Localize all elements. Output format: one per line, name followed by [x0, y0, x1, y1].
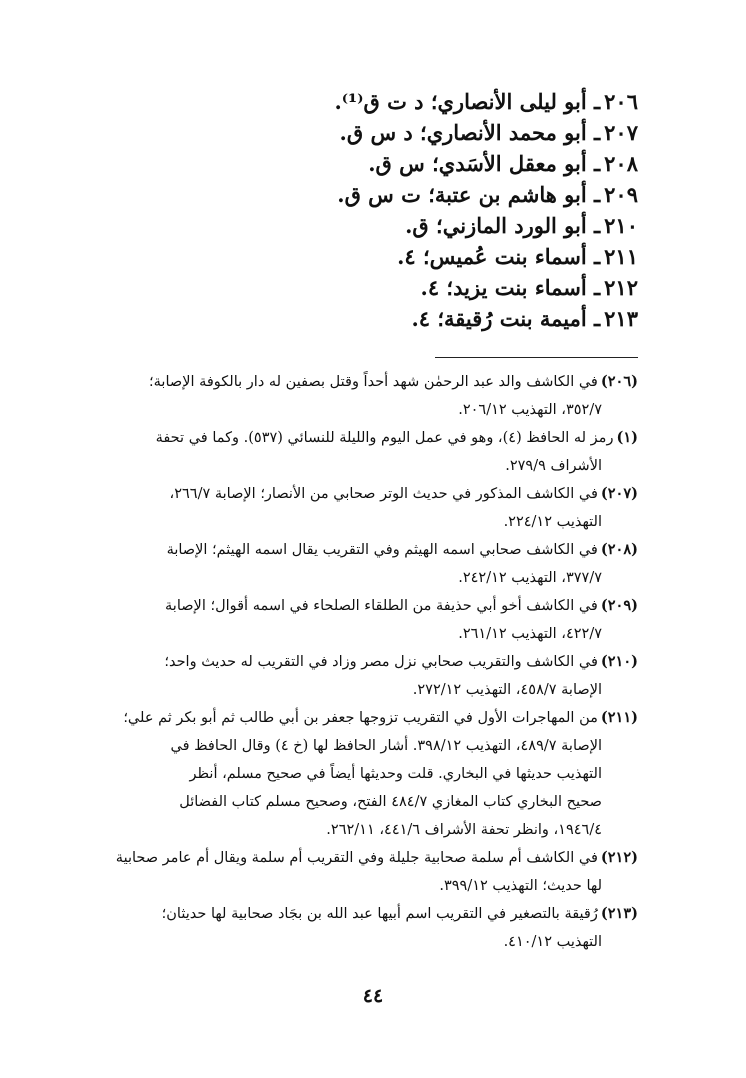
entry-text: ـ أبو ليلى الأنصاري؛ د ت ق⁽¹⁾.	[334, 89, 601, 114]
entry-text: ـ أسماء بنت عُميس؛ ٤.	[397, 244, 601, 269]
footnote-text: في الكاشف المذكور في حديث الوتر صحابي من الأنصار؛ الإصابة ٢٦٦/٧،	[169, 486, 598, 502]
footnote-ref: (٢١٢)	[600, 849, 638, 866]
footnote-212	[104, 844, 638, 900]
footnote-line: لها حديث؛ التهذيب ٣٩٩/١٢.	[439, 878, 602, 894]
footnote-text: رمز له الحافظ (٤)، وهو في عمل اليوم والليلة للنسائي (٥٣٧). وكما في تحفة	[155, 430, 614, 446]
entry-209	[118, 179, 638, 210]
entry-text: ـ أبو الورد المازني؛ ق.	[405, 213, 601, 238]
footnote-line: ١٩٤٦/٤، وانظر تحفة الأشراف ٤٤١/٦، ٢٦٢/١١.	[326, 822, 602, 838]
entry-text: ـ أسماء بنت يزيد؛ ٤.	[420, 275, 601, 300]
entry-208	[118, 148, 638, 179]
footnote-text: رُقيقة بالتصغير في التقريب اسم أبيها عبد الله بن بجَاد صحابية لها حديثان؛	[161, 906, 598, 922]
entry-213	[118, 303, 638, 334]
footnote-ref: (٢٠٨)	[600, 541, 638, 558]
footnote-206	[104, 368, 638, 424]
entry-number: ٢١٠	[604, 213, 638, 238]
footnote-211	[104, 704, 638, 844]
entry-211	[118, 241, 638, 272]
footnote-208	[104, 536, 638, 592]
footnote-line: التهذيب ٢٢٤/١٢.	[503, 514, 602, 530]
entry-text: ـ أميمة بنت رُقيقة؛ ٤.	[411, 306, 601, 331]
footnote-text: في الكاشف والد عبد الرحمٰن شهد أحداً وقتل بصفين له دار بالكوفة الإصابة؛	[149, 374, 598, 390]
entry-207	[118, 117, 638, 148]
footnote-ref: (٢١٣)	[600, 905, 638, 922]
footnote-line: التهذيب ٤١٠/١٢.	[503, 934, 602, 950]
footnote-ref: (٢٠٧)	[600, 485, 638, 502]
footnote-text: في الكاشف والتقريب صحابي نزل مصر وزاد في التقريب له حديث واحد؛	[164, 654, 598, 670]
footnote-ref: (٢٠٩)	[600, 597, 638, 614]
footnote-text: في الكاشف صحابي اسمه الهيثم وفي التقريب يقال اسمه الهيثم؛ الإصابة	[166, 542, 598, 558]
footnote-text: في الكاشف أخو أبي حذيفة من الطلقاء الصلحاء في اسمه أقوال؛ الإصابة	[165, 598, 598, 614]
entry-number: ٢٠٩	[604, 182, 638, 207]
footnote-ref: (٢١٠)	[600, 653, 638, 670]
footnote-line: صحيح البخاري كتاب المغازي ٤٨٤/٧ الفتح، وصحيح مسلم كتاب الفضائل	[179, 794, 602, 810]
entry-number: ٢١١	[604, 244, 638, 269]
entry-text: ـ أبو محمد الأنصاري؛ د س ق.	[339, 120, 601, 145]
entry-number: ٢١٣	[604, 306, 638, 331]
footnote-line: ٣٧٧/٧، التهذيب ٢٤٢/١٢.	[458, 570, 602, 586]
entry-number: ٢٠٨	[604, 151, 638, 176]
footnote-209	[104, 592, 638, 648]
footnote-213	[104, 900, 638, 956]
footnote-1	[104, 424, 638, 480]
entry-number: ٢٠٦	[604, 89, 638, 114]
footnote-separator	[435, 357, 638, 358]
entry-210	[118, 210, 638, 241]
entry-number: ٢١٢	[604, 275, 638, 300]
footnote-text: في الكاشف أم سلمة صحابية جليلة وفي التقريب أم سلمة ويقال أم عامر صحابية	[115, 850, 598, 866]
entry-212	[118, 272, 638, 303]
entry-text: ـ أبو معقل الأسَدي؛ س ق.	[368, 151, 601, 176]
page-number: ٤٤	[362, 985, 384, 1007]
footnote-210	[104, 648, 638, 704]
entry-206	[118, 86, 638, 117]
footnote-line: الأشراف ٢٧٩/٩.	[505, 458, 602, 474]
footnote-text: من المهاجرات الأول في التقريب تزوجها جعفر بن أبي طالب ثم أبو بكر ثم علي؛	[123, 710, 598, 726]
footnote-line: الإصابة ٤٨٩/٧، التهذيب ٣٩٨/١٢. أشار الحافظ لها (خ ٤) وقال الحافظ في	[170, 738, 602, 754]
footnote-line: الإصابة ٤٥٨/٧، التهذيب ٢٧٢/١٢.	[412, 682, 602, 698]
footnote-ref: (٢١١)	[600, 709, 638, 726]
entry-number: ٢٠٧	[604, 120, 638, 145]
entry-text: ـ أبو هاشم بن عتبة؛ ت س ق.	[337, 182, 601, 207]
footnote-ref: (١)	[616, 429, 638, 446]
footnote-ref: (٢٠٦)	[600, 373, 638, 390]
entry-list	[118, 86, 638, 334]
footnote-line: ٤٢٢/٧، التهذيب ٢٦١/١٢.	[458, 626, 602, 642]
footnote-list	[104, 368, 638, 956]
footnote-line: التهذيب حديثها في البخاري. قلت وحديثها أيضاً في صحيح مسلم، أنظر	[189, 766, 602, 782]
footnote-line: ٣٥٢/٧، التهذيب ٢٠٦/١٢.	[458, 402, 602, 418]
footnote-207	[104, 480, 638, 536]
